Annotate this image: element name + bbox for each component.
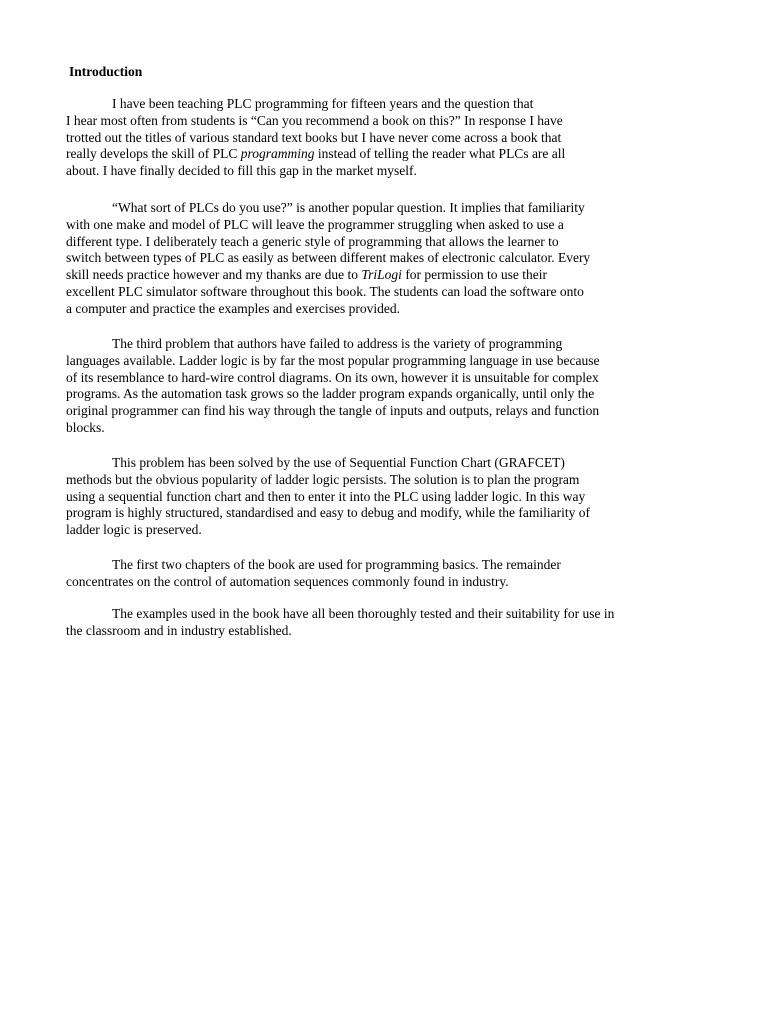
text-line: languages available. Ladder logic is by far the most popular programming language in use because xyxy=(66,352,600,368)
text-line: of its resemblance to hard-wire control diagrams. On its own, however it is unsuitable for complex xyxy=(66,369,599,385)
text-line: really develops the skill of PLC programming instead of telling the reader what PLCs are all xyxy=(66,146,566,162)
text-line: different type. I deliberately teach a generic style of programming that allows the learner to xyxy=(66,233,559,249)
text-line: original programmer can find his way through the tangle of inputs and outputs, relays and function xyxy=(66,403,600,419)
text-line: skill needs practice however and my thanks are due to TriLogi for permission to use their xyxy=(66,267,548,283)
text-line: programs. As the automation task grows so the ladder program expands organically, until only the xyxy=(66,386,595,402)
text-line: concentrates on the control of automation sequences commonly found in industry. xyxy=(66,573,509,589)
text-line: This problem has been solved by the use of Sequential Function Chart (GRAFCET) xyxy=(112,455,565,470)
emphasis-trilogi: TriLogi xyxy=(361,267,402,283)
text-line: The first two chapters of the book are used for programming basics. The remainder xyxy=(112,557,561,572)
text-line: “What sort of PLCs do you use?” is another popular question. It implies that familiarity xyxy=(112,200,585,215)
text-line: blocks. xyxy=(66,419,105,435)
emphasis-programming: programming xyxy=(240,146,315,162)
text-line: with one make and model of PLC will leave the programmer struggling when asked to use a xyxy=(66,216,564,232)
paragraph-6 xyxy=(66,606,614,640)
text-line: a computer and practice the examples and exercises provided. xyxy=(66,300,400,316)
paragraph-1 xyxy=(66,96,565,180)
text-line: trotted out the titles of various standard text books but I have never come across a book that xyxy=(66,129,562,145)
text-line: ladder logic is preserved. xyxy=(66,522,202,538)
paragraph-3 xyxy=(66,336,599,437)
section-heading: Introduction xyxy=(69,64,143,79)
paragraph-2 xyxy=(66,200,590,318)
text-line: The examples used in the book have all been thoroughly tested and their suitability for use in xyxy=(112,606,615,621)
paragraph-4 xyxy=(66,455,590,539)
paragraph-5 xyxy=(66,557,561,591)
text-line: switch between types of PLC as easily as between different makes of electronic calculator. Every xyxy=(66,250,591,266)
text-line: about. I have finally decided to fill this gap in the market myself. xyxy=(66,163,417,179)
text-line: The third problem that authors have failed to address is the variety of programming xyxy=(112,336,563,351)
text-line: excellent PLC simulator software throughout this book. The students can load the software onto xyxy=(66,283,584,299)
text-line: methods but the obvious popularity of ladder logic persists. The solution is to plan the program xyxy=(66,471,580,487)
text-line: the classroom and in industry established. xyxy=(66,622,292,638)
text-line: using a sequential function chart and then to enter it into the PLC using ladder logic. In this way xyxy=(66,488,586,504)
text-line: I hear most often from students is “Can you recommend a book on this?” In response I have xyxy=(66,112,563,128)
text-line: program is highly structured, standardised and easy to debug and modify, while the familiarity of xyxy=(66,505,590,521)
text-line: I have been teaching PLC programming for fifteen years and the question that xyxy=(112,96,534,111)
